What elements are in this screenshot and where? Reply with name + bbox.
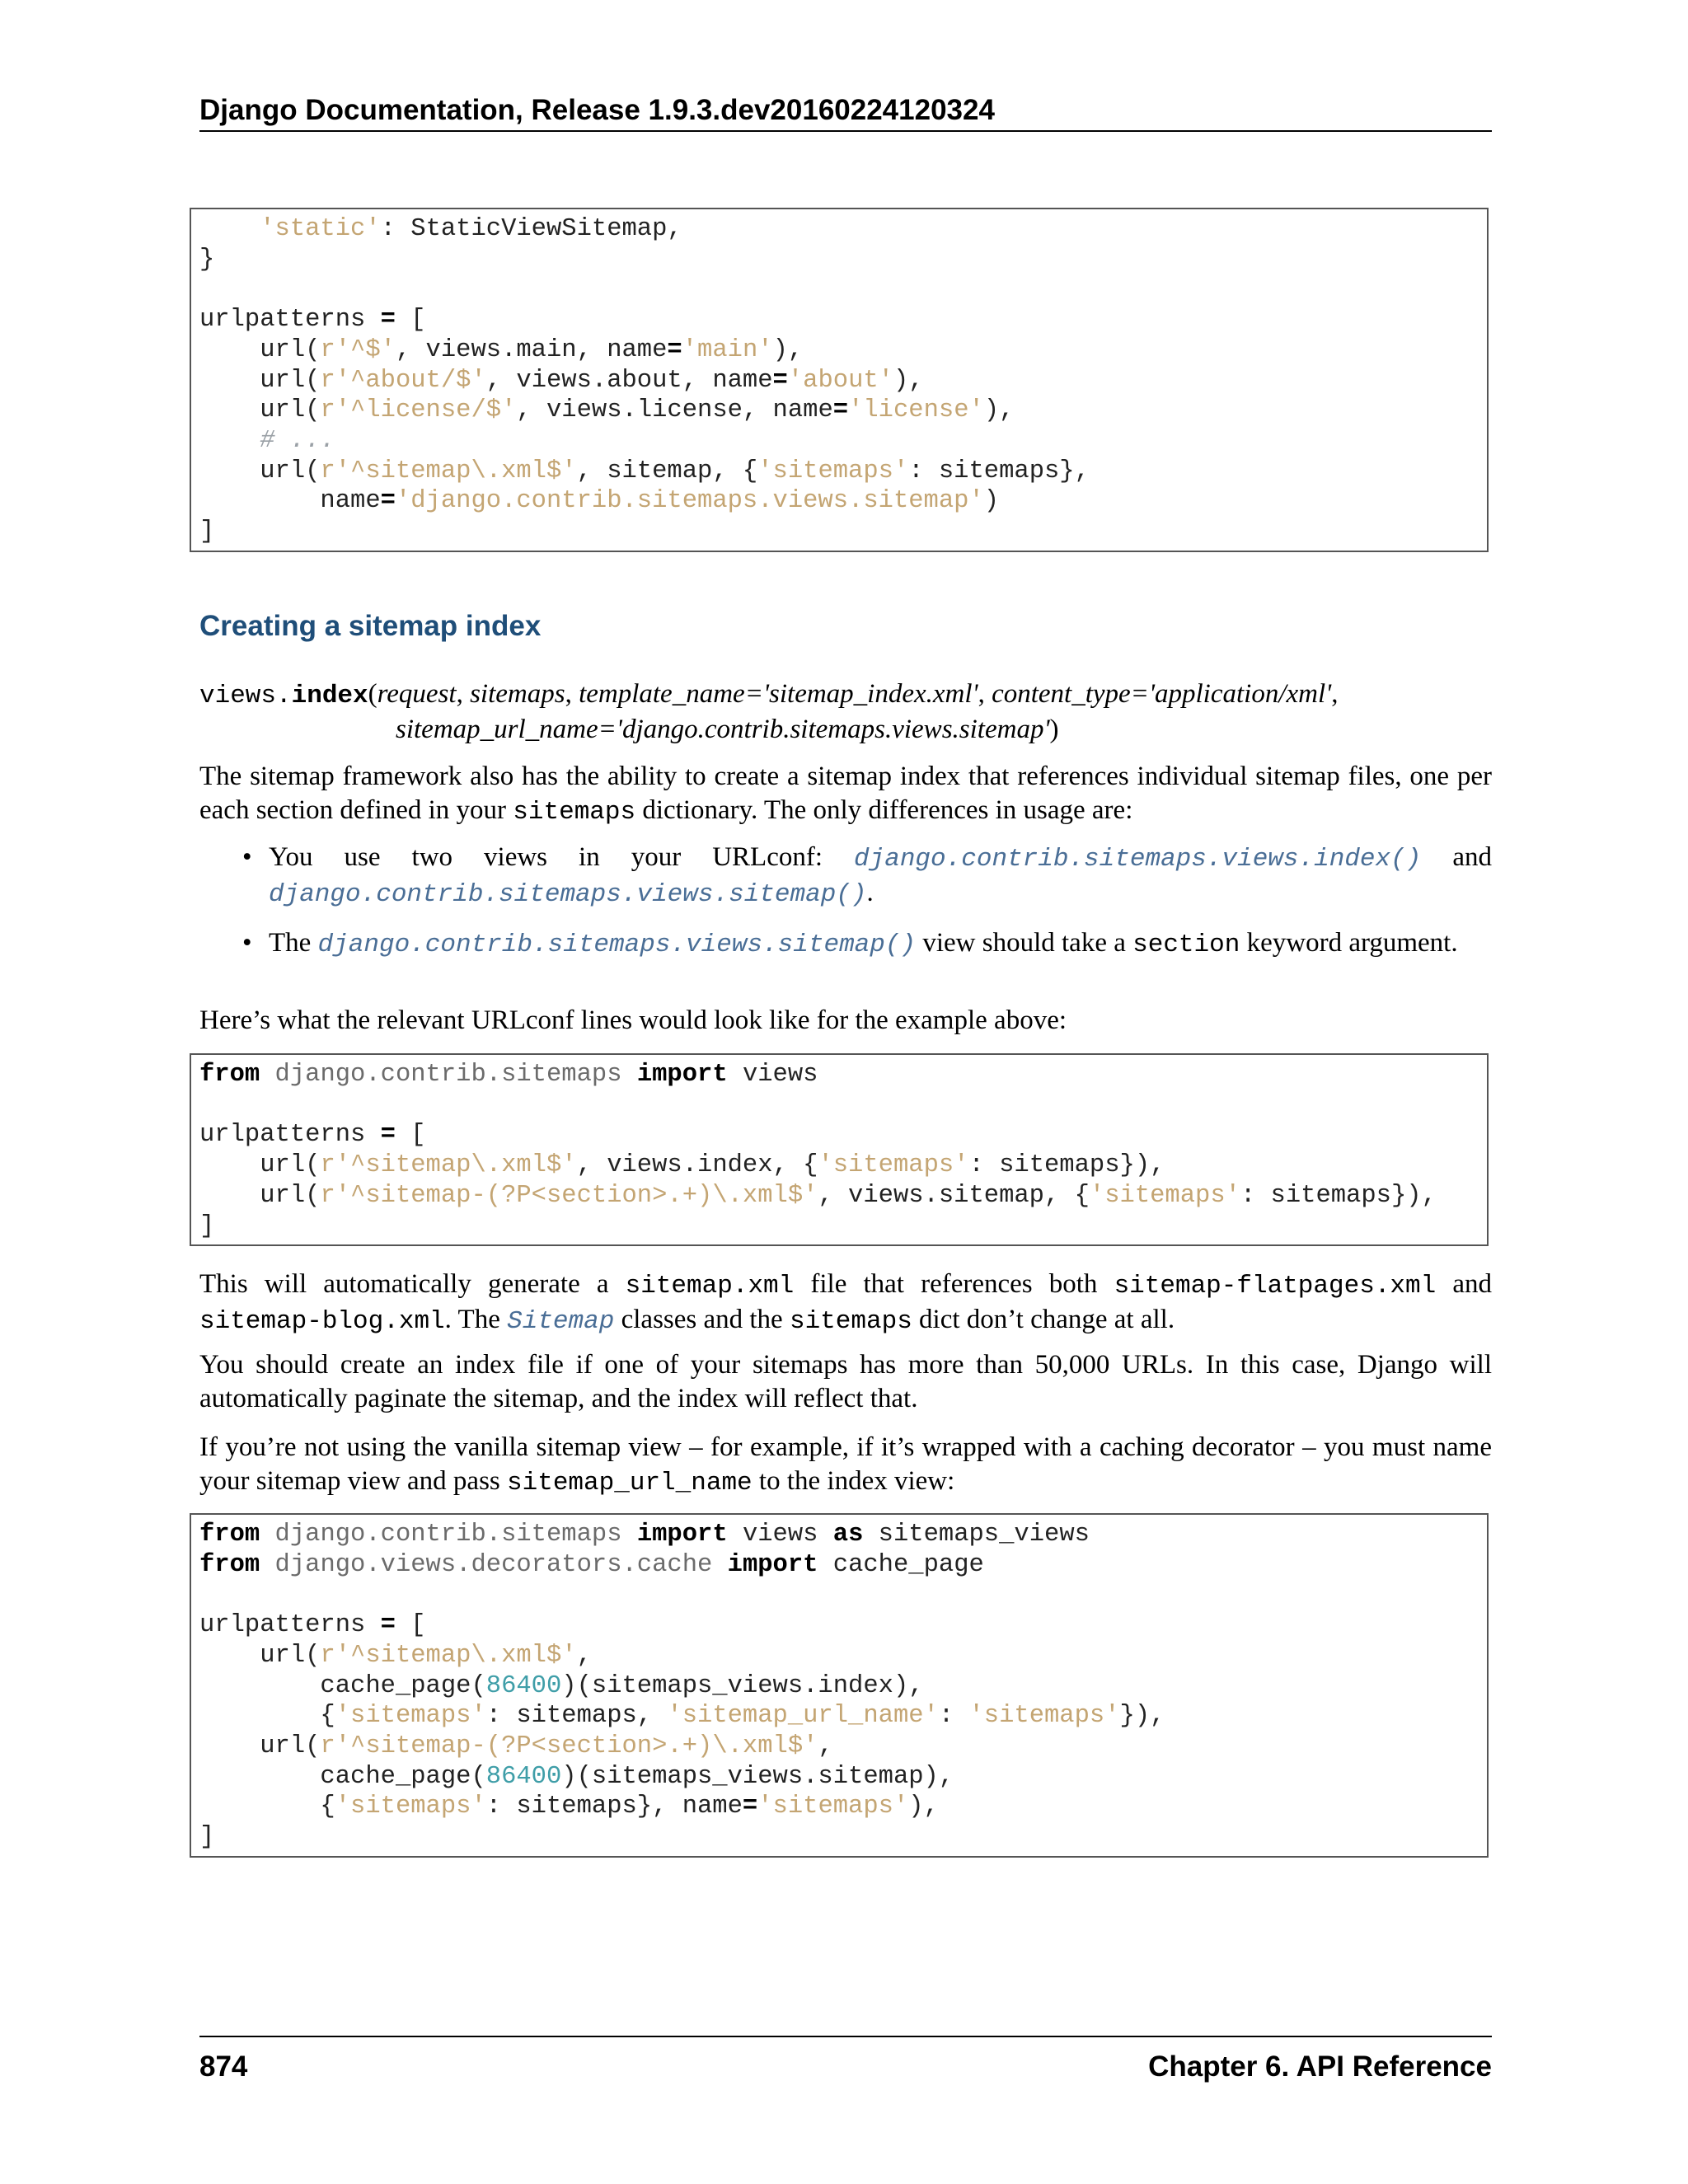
link-views-index[interactable]: django.contrib.sitemaps.views.index() xyxy=(854,845,1422,874)
document-title: Django Documentation, Release 1.9.3.dev20160224120324 xyxy=(199,94,995,126)
page-number: 874 xyxy=(199,2050,248,2083)
page-footer xyxy=(199,2036,1492,2085)
paragraph-pagination: You should create an index file if one of your sitemaps has more than 50,000 URLs. In this case, Django will automatically paginate the sitemap, and the index will reflect that. xyxy=(199,1350,1492,1413)
sig-close-paren: ) xyxy=(1049,715,1059,744)
section-heading: Creating a sitemap index xyxy=(199,610,542,642)
inline-code: sitemap_url_name xyxy=(507,1469,753,1497)
sig-open-paren: ( xyxy=(368,679,377,709)
inline-code: sitemaps xyxy=(513,798,636,827)
link-views-sitemap[interactable]: django.contrib.sitemaps.views.sitemap() xyxy=(317,930,917,959)
link-sitemap-class[interactable]: Sitemap xyxy=(507,1307,615,1336)
code-block-urlpatterns: 'static': StaticViewSitemap, } urlpatterns = [ url(r'^$', views.main, name='main'), url(r'^about/$', views.about, name='about'), url(r'^license/$', views.license, name='license'), # ... url(r'^sitemap\.xml$', sitemap, {'sitemaps': sitemaps}, name='django.contrib.sitemaps.views.sitemap') ] xyxy=(190,208,1489,552)
usage-differences-list xyxy=(199,841,1492,977)
paragraph-example-intro: Here’s what the relevant URLconf lines would look like for the example above: xyxy=(199,1005,1067,1035)
inline-code: sitemap-blog.xml xyxy=(199,1307,445,1336)
chapter-title: Chapter 6. API Reference xyxy=(1148,2050,1492,2083)
code-block-cache-page: from django.contrib.sitemaps import views as sitemaps_views from django.views.decorators.cache import cache_page urlpatterns = [ url(r'^sitemap\.xml$', cache_page(86400)(sitemaps_views.index), {'sitemaps': sitemaps, 'sitemap_url_name': 'sitemaps'}), url(r'^sitemap-(?P<section>.+)\.xml$', cache_page(86400)(sitemaps_views.sitemap), {'sitemaps': sitemaps}, name='sitemaps'), ] xyxy=(190,1513,1489,1858)
list-item: • You use two views in your URLconf: django.contrib.sitemaps.views.index() and django.contrib.sitemaps.views.sitemap(). xyxy=(199,841,1492,912)
inline-code: section xyxy=(1132,930,1240,959)
inline-code: sitemap.xml xyxy=(625,1272,795,1301)
sig-param-request: request xyxy=(377,679,457,709)
sig-param-sitemaps: sitemaps xyxy=(470,679,565,709)
code-block-index-urls: from django.contrib.sitemaps import views urlpatterns = [ url(r'^sitemap\.xml$', views.index, {'sitemaps': sitemaps}), url(r'^sitemap-(?P<section>.+)\.xml$', views.sitemap, {'sitemaps': sitemaps}), ] xyxy=(190,1053,1489,1246)
link-views-sitemap[interactable]: django.contrib.sitemaps.views.sitemap() xyxy=(269,880,867,909)
sig-param-template-name: template_name='sitemap_index.xml' xyxy=(579,679,978,709)
sig-param-content-type: content_type='application/xml' xyxy=(992,679,1332,709)
function-signature: views.index(request, sitemaps, template_name='sitemap_index.xml', content_type='application/xml', sitemap_url_name='django.contrib.sitemaps.views.sitemap') xyxy=(199,679,1339,744)
inline-code: sitemaps xyxy=(789,1307,912,1336)
paragraph-auto-generate: This will automatically generate a sitemap.xml file that references both sitemap-flatpages.xml and sitemap-blog.xml. The Sitemap classes and the sitemaps dict don’t change at all. xyxy=(199,1269,1493,1336)
sig-function-name: index xyxy=(291,682,368,710)
page-header xyxy=(199,92,1492,132)
inline-code: sitemap-flatpages.xml xyxy=(1114,1272,1437,1301)
list-item: • The django.contrib.sitemaps.views.sitemap() view should take a section keyword argument. xyxy=(199,926,1492,962)
paragraph-intro: The sitemap framework also has the ability to create a sitemap index that references individual sitemap files, one per each section defined in your sitemaps dictionary. The only differences in usage are: xyxy=(199,762,1492,827)
sig-param-sitemap-url-name: sitemap_url_name='django.contrib.sitemaps.views.sitemap' xyxy=(396,715,1050,744)
sig-module: views. xyxy=(199,682,292,710)
paragraph-caching: If you’re not using the vanilla sitemap view – for example, if it’s wrapped with a caching decorator – you must name your sitemap view and pass sitemap_url_name to the index view: xyxy=(199,1432,1492,1497)
